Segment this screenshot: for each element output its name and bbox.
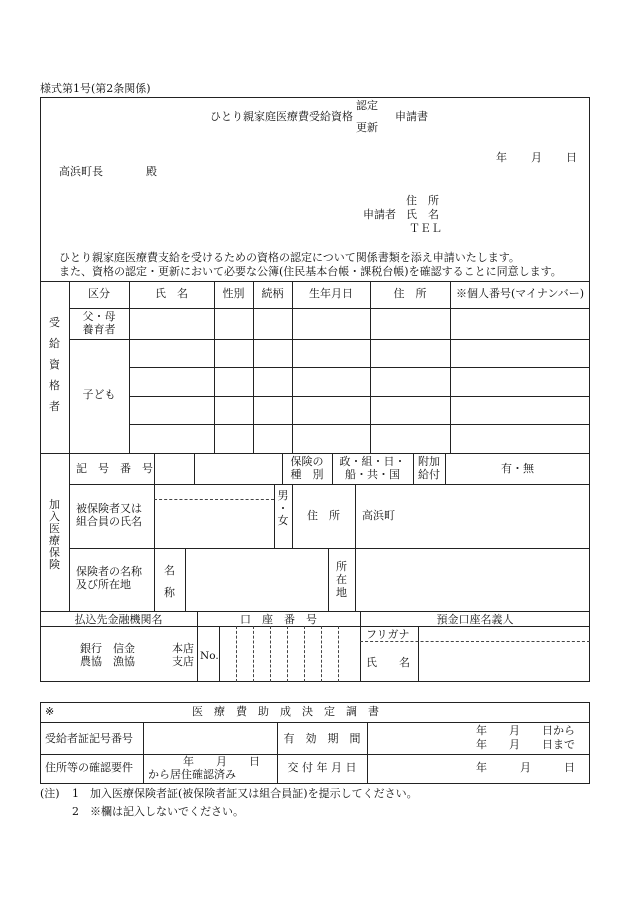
bank-types-2: 農協 漁協	[80, 655, 135, 668]
declaration-line-2: また、資格の認定・更新において必要な公簿(住民基本台帳・課税台帳)を確認することに同意します。	[59, 265, 562, 278]
header-mynumber: ※個人番号(マイナンバー)	[455, 287, 585, 300]
date-day: 日	[566, 151, 577, 164]
notes-label: (注)	[40, 787, 60, 800]
cert-number-label: 受給者証記号番号	[45, 732, 133, 745]
declaration-line-1: ひとり親家庭医療費支給を受けるための資格の認定について関係書類を添え申請いたします。	[59, 251, 520, 264]
residence-check-date: 年 月 日	[183, 755, 260, 768]
residence-check-label: 住所等の確認要件	[45, 761, 133, 774]
applicant-label: 申請者	[363, 208, 396, 221]
supplement-value: 有・無	[501, 462, 534, 475]
insurer-label: 保険者の名称 及び所在地	[76, 565, 142, 591]
title-option-recognition: 認定	[356, 99, 378, 112]
sex-options: 男 ・ 女	[277, 489, 289, 528]
bank-branch-2: 支店	[172, 655, 194, 668]
valid-period-label: 有 効 期 間	[283, 732, 361, 745]
valid-period-from: 年 月 日から	[476, 724, 575, 737]
bank-account-holder-header: 預金口座名義人	[436, 613, 514, 626]
addressee-name: 高浜町長	[59, 165, 103, 178]
applicant-address-label: 住 所	[406, 194, 439, 207]
recipients-side-label: 受 給 資 格 者	[49, 316, 60, 413]
header-relationship: 続柄	[261, 287, 284, 300]
bank-account-number-header: 口 座 番 号	[240, 613, 317, 626]
insured-name-label: 被保険者又は 組合員の氏名	[76, 502, 142, 528]
header-birthdate: 生年月日	[309, 287, 353, 300]
holder-name-label: 氏 名	[366, 656, 410, 669]
bank-branch-1: 本店	[172, 642, 194, 655]
decision-mark: ※	[45, 705, 55, 718]
supplement-label: 附加 給付	[418, 455, 440, 481]
residence-check-note: から居住確認済み	[148, 768, 236, 781]
issue-date-label: 交 付 年 月 日	[287, 761, 357, 774]
category-child: 子ども	[82, 388, 116, 401]
applicant-tel-label: ＴＥＬ	[409, 222, 442, 235]
date-year: 年	[496, 151, 507, 164]
applicant-name-label: 氏 名	[406, 208, 439, 221]
form-title: ひとり親家庭医療費受給資格	[210, 110, 353, 123]
symbol-number-label: 記 号 番 号	[76, 462, 153, 475]
bank-institution-header: 払込先金融機関名	[74, 613, 163, 626]
insurance-type-options: 政・組・日・ 船・共・国	[339, 455, 406, 481]
header-address: 住 所	[393, 287, 427, 300]
decision-title: 医 療 費 助 成 決 定 調 書	[192, 705, 379, 718]
issue-date-value: 年 月 日	[476, 761, 575, 774]
insurer-location-label: 所 在 地	[336, 560, 347, 599]
title-option-renewal: 更新	[356, 121, 378, 134]
insurance-type-label: 保険の 種 別	[290, 455, 324, 481]
bank-types-1: 銀行 信金	[80, 642, 135, 655]
furigana-label: フリガナ	[366, 628, 410, 641]
header-name: 氏 名	[155, 287, 188, 300]
insured-town: 高浜町	[362, 509, 395, 522]
addressee-honorific: 殿	[146, 165, 157, 178]
date-month: 月	[531, 151, 542, 164]
insured-address-label: 住 所	[307, 509, 340, 522]
valid-period-to: 年 月 日まで	[476, 738, 575, 751]
category-parent: 父・母 養育者	[82, 310, 116, 336]
insurance-side-label: 加 入 医 療 保 険	[49, 498, 60, 571]
title-suffix: 申請書	[395, 110, 428, 123]
note-2: 2 ※欄は記入しないでください。	[72, 805, 244, 818]
account-no-label: No.	[200, 650, 219, 662]
note-1: 1 加入医療保険者証(被保険者証又は組合員証)を提示してください。	[72, 787, 418, 800]
header-sex: 性別	[222, 287, 245, 300]
form-number: 様式第1号(第2条関係)	[40, 82, 151, 95]
header-category: 区分	[88, 287, 110, 300]
insurer-name-label: 名 称	[164, 564, 175, 599]
